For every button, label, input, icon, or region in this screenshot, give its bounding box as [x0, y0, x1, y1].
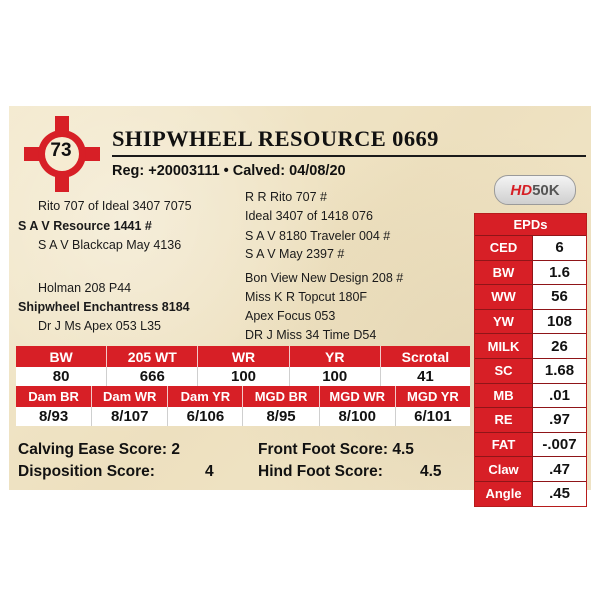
epd-row [475, 384, 586, 409]
epd-row [475, 236, 586, 261]
separator: • [223, 163, 229, 179]
dam-value: 6/101 [396, 407, 470, 426]
epd-row [475, 334, 586, 359]
epd-value: 56 [533, 285, 586, 309]
epd-label: MILK [475, 334, 533, 358]
disposition-score-value: 4 [205, 463, 214, 480]
hind-foot-score-label: Hind Foot Score: [258, 463, 383, 480]
disposition-score-label: Disposition Score: [18, 463, 155, 480]
hd50k-badge [494, 175, 576, 205]
dam-header: Dam YR [168, 386, 243, 407]
epd-row [475, 482, 586, 506]
dam-header: MGD BR [243, 386, 319, 407]
reg-number: Reg: +20003111 [112, 163, 220, 179]
dam-value: 6/106 [168, 407, 243, 426]
epd-label: CED [475, 236, 533, 260]
epd-label: RE [475, 408, 533, 432]
epd-title: EPDs [475, 214, 586, 236]
epd-label: MB [475, 384, 533, 408]
pedigree-sire-sire-dam: Ideal 3407 of 1418 076 [245, 209, 373, 223]
pedigree-sire-sire: Rito 707 of Ideal 3407 7075 [38, 199, 192, 213]
weights-value-row [16, 367, 470, 386]
epd-label: Claw [475, 457, 533, 481]
dam-value: 8/100 [320, 407, 396, 426]
epd-value: 1.68 [533, 359, 586, 383]
epd-value: 26 [533, 334, 586, 358]
lot-number: 73 [50, 140, 72, 161]
weights-header-row [16, 346, 470, 367]
front-foot-score: Front Foot Score: 4.5 [258, 441, 414, 458]
pedigree-dam: Shipwheel Enchantress 8184 [18, 300, 190, 314]
epd-label: BW [475, 261, 533, 285]
epd-label: SC [475, 359, 533, 383]
weights-header: 205 WT [107, 346, 198, 367]
weights-value: 100 [290, 367, 381, 386]
registration-line [112, 163, 346, 179]
pedigree-dam-dam-dam: DR J Miss 34 Time D54 [245, 328, 377, 342]
badge-50k: 50K [532, 181, 560, 199]
epd-label: YW [475, 310, 533, 334]
dam-header: MGD WR [320, 386, 396, 407]
pedigree-dam-dam: Dr J Ms Apex 053 L35 [38, 319, 161, 333]
pedigree-sire: S A V Resource 1441 # [18, 219, 152, 233]
epd-value: .97 [533, 408, 586, 432]
pedigree-sire-sire-sire: R R Rito 707 # [245, 190, 327, 204]
dam-header: Dam BR [16, 386, 92, 407]
epd-value: .45 [533, 482, 586, 506]
dam-value: 8/95 [243, 407, 319, 426]
dam-header-row [16, 386, 470, 407]
epd-label: Angle [475, 482, 533, 506]
title-rule [112, 155, 586, 157]
epd-value: 1.6 [533, 261, 586, 285]
epd-row [475, 359, 586, 384]
badge-hd: HD [510, 181, 533, 199]
epd-label: WW [475, 285, 533, 309]
epd-value: 6 [533, 236, 586, 260]
weights-table [16, 346, 470, 426]
pedigree-sire-dam: S A V Blackcap May 4136 [38, 238, 182, 252]
weights-header: BW [16, 346, 107, 367]
dam-header: Dam WR [92, 386, 168, 407]
epd-table [474, 213, 587, 507]
weights-value: 41 [381, 367, 470, 386]
calving-ease-score: Calving Ease Score: 2 [18, 441, 180, 458]
epd-row [475, 457, 586, 482]
dam-value-row [16, 407, 470, 426]
dam-header: MGD YR [396, 386, 470, 407]
pedigree-dam-dam-sire: Apex Focus 053 [245, 309, 336, 323]
calved-date: Calved: 04/08/20 [232, 163, 346, 179]
dam-value: 8/93 [16, 407, 92, 426]
epd-value: -.007 [533, 433, 586, 457]
pedigree-dam-sire-dam: Miss K R Topcut 180F [245, 290, 368, 304]
hind-foot-score-value: 4.5 [420, 463, 442, 480]
animal-name: SHIPWHEEL RESOURCE 0669 [112, 126, 439, 151]
epd-value: .47 [533, 457, 586, 481]
epd-row [475, 433, 586, 458]
pedigree-dam-sire: Holman 208 P44 [38, 281, 132, 295]
epd-label: FAT [475, 433, 533, 457]
weights-value: 666 [107, 367, 198, 386]
dam-value: 8/107 [92, 407, 168, 426]
pedigree-sire-dam-sire: S A V 8180 Traveler 004 # [245, 229, 391, 243]
epd-value: .01 [533, 384, 586, 408]
weights-header: Scrotal [381, 346, 470, 367]
weights-value: 100 [198, 367, 289, 386]
epd-value: 108 [533, 310, 586, 334]
weights-value: 80 [16, 367, 107, 386]
epd-row [475, 285, 586, 310]
epd-row [475, 261, 586, 286]
weights-header: YR [290, 346, 381, 367]
weights-header: WR [198, 346, 289, 367]
pedigree-dam-sire-sire: Bon View New Design 208 # [245, 271, 404, 285]
epd-row [475, 310, 586, 335]
epd-row [475, 408, 586, 433]
pedigree-sire-dam-dam: S A V May 2397 # [245, 247, 345, 261]
